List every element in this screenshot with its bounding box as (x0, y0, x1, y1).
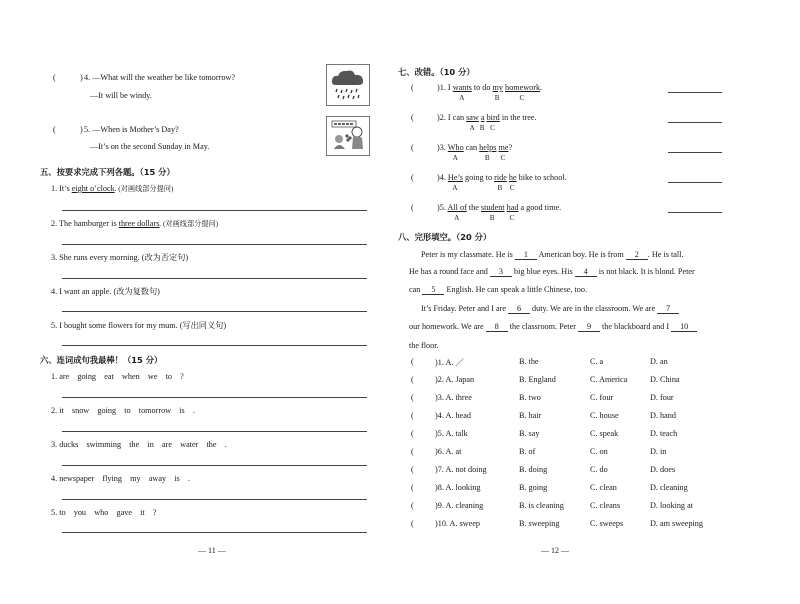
cloze-blank: 7 (657, 304, 679, 314)
sec7-letter-label: C (509, 214, 515, 222)
option-c: C. four (590, 393, 614, 402)
cloze-text: our homework. We are (409, 322, 486, 331)
section-5-title: 五、按要求完成下列各题。（15 分） (40, 167, 175, 177)
option-d: D. China (650, 375, 680, 384)
cloze-text: the blackboard and I (599, 322, 672, 331)
sec7-sentence (437, 83, 542, 92)
sec7-sentence (437, 173, 567, 182)
sec7-letter-label: B (497, 184, 503, 192)
sec7-number: )4. (437, 173, 448, 182)
answer-line (62, 345, 367, 346)
sec7-option-b: a (480, 113, 485, 122)
mothers-day-icon (326, 116, 370, 156)
sec7-sentence (437, 113, 537, 122)
answer-line (668, 212, 722, 213)
sec7-number: )1. I (437, 83, 453, 92)
option-b: B. say (519, 429, 540, 438)
section-8-title: 八、完形填空。（20 分） (398, 232, 492, 242)
answer-line (62, 431, 367, 432)
option-d: D. am sweeping (650, 519, 703, 528)
sec7-letter-label: B (479, 124, 485, 132)
option-paren: ( (411, 375, 414, 384)
sec7-letter-label: C (519, 94, 525, 102)
sec7-option-a: He’s (447, 173, 463, 182)
q4-paren-close: ) (80, 73, 83, 82)
sec7-text: the (466, 203, 481, 212)
option-number-a: )6. A. at (435, 447, 462, 456)
q5-paren-close: ) (80, 125, 83, 134)
option-paren: ( (411, 465, 414, 474)
sec5-item-3: 3. She runs every morning. (改为否定句) (51, 253, 189, 262)
sec7-letter-label: A (452, 154, 458, 162)
option-b: B. sweeping (519, 519, 560, 528)
option-d: D. hand (650, 411, 676, 420)
cloze-blank: 2 (626, 250, 648, 260)
option-b: B. of (519, 447, 536, 456)
cloze-blank: 8 (486, 322, 508, 332)
sec7-text: going to (462, 173, 495, 182)
option-d: D. does (650, 465, 676, 474)
cloze-text: American boy. He is from (536, 250, 626, 259)
option-paren: ( (411, 447, 414, 456)
sec5-item-1: 1. It’s eight o’clock. (对画线部分提问) (51, 184, 174, 193)
option-b: B. two (519, 393, 541, 402)
sec7-letter-label: B (484, 154, 490, 162)
cloze-blank: 3 (490, 267, 512, 277)
option-b: B. going (519, 483, 548, 492)
option-b: B. hair (519, 411, 542, 420)
q5-answer: —It’s on the second Sunday in May. (90, 142, 210, 151)
sec7-option-c: homework (505, 83, 541, 92)
q4-question: 4. —What will the weather be like tomorrow? (84, 73, 235, 82)
sec7-text: ? (508, 143, 513, 152)
sec7-option-c: had (506, 203, 519, 212)
option-paren: ( (411, 501, 414, 510)
sec7-letter-label: C (490, 124, 495, 132)
cloze-text: the classroom. Peter (507, 322, 578, 331)
q5-paren-open: ( (53, 125, 56, 134)
cloze-line (409, 322, 697, 332)
option-paren: ( (411, 483, 414, 492)
sec5-item-5: 5. I bought some flowers for my mum. (写出同义句) (51, 321, 227, 330)
cloze-blank: 10 (671, 322, 697, 332)
q4-paren-open: ( (53, 73, 56, 82)
sec7-number: )2. I can (437, 113, 467, 122)
sec7-number: )3. (437, 143, 448, 152)
answer-line (62, 244, 367, 245)
sec7-option-c: bird (486, 113, 500, 122)
option-number-a: )2. A. Japan (435, 375, 475, 384)
answer-line (62, 278, 367, 279)
answer-line (62, 499, 367, 500)
option-c: C. speak (590, 429, 619, 438)
sec7-option-b: ride (494, 173, 507, 182)
sec7-option-b: student (480, 203, 505, 212)
sec7-option-b: my (492, 83, 503, 92)
sec7-option-c: me (498, 143, 509, 152)
sec7-sentence (437, 203, 561, 212)
q4-answer: —It will be windy. (90, 91, 152, 100)
cloze-line (421, 250, 683, 260)
sec7-letter-label: B (494, 94, 500, 102)
cloze-text: English. He can speak a little Chinese, too. (444, 285, 587, 294)
sec7-letter-label: A (459, 94, 465, 102)
sec7-text: bike to school. (516, 173, 567, 182)
cloze-blank: 6 (508, 304, 530, 314)
sec7-option-a: All of (447, 203, 467, 212)
answer-line (668, 122, 722, 123)
cloze-text: the floor. (409, 341, 439, 350)
sec6-item-4: 4. newspaper flying my away is . (51, 474, 190, 483)
sec7-letter-label: A (454, 214, 460, 222)
sec5-item-4: 4. I want an apple. (改为复数句) (51, 287, 160, 296)
cloze-line (409, 285, 587, 295)
option-c: C. sweeps (590, 519, 624, 528)
option-d: D. four (650, 393, 674, 402)
option-c: C. a (590, 357, 604, 366)
sec7-paren: ( (411, 173, 414, 182)
sec7-number: )5. (437, 203, 448, 212)
answer-line (62, 311, 367, 312)
page-number-left: — 11 — (198, 546, 226, 555)
sec6-item-1: 1. are going eat when we to ? (51, 372, 184, 381)
option-b: B. England (519, 375, 556, 384)
sec7-letter-label: B (489, 214, 495, 222)
option-c: C. on (590, 447, 608, 456)
answer-line (668, 182, 722, 183)
option-number-a: )8. A. looking (435, 483, 481, 492)
cloze-blank: 1 (515, 250, 537, 260)
cloze-text: is not black. It is blond. Peter (596, 267, 695, 276)
option-number-a: )5. A. talk (435, 429, 468, 438)
sec7-letter-label: C (500, 154, 506, 162)
cloze-blank: 5 (422, 285, 444, 295)
sec7-option-c: he (508, 173, 517, 182)
option-d: D. an (650, 357, 668, 366)
answer-line (62, 532, 367, 533)
cloze-text: Peter is my classmate. He is (421, 250, 515, 259)
cloze-text: duty. We are in the classroom. We are (530, 304, 658, 313)
cloze-blank: 9 (578, 322, 600, 332)
sec7-paren: ( (411, 83, 414, 92)
sec7-text: to do (471, 83, 493, 92)
cloze-line (409, 267, 695, 277)
option-d: D. in (650, 447, 667, 456)
page-number-right: — 12 — (541, 546, 569, 555)
cloze-text: He has a round face and (409, 267, 490, 276)
sec7-text: in the tree. (499, 113, 537, 122)
option-number-a: )9. A. cleaning (435, 501, 484, 510)
sec7-letter-label: A (452, 184, 458, 192)
section-7-title: 七、改错。（10 分） (398, 67, 475, 77)
option-paren: ( (411, 357, 414, 366)
sec7-letter-label: C (509, 184, 515, 192)
option-number-a: )1. A. ／ (435, 358, 464, 367)
option-number-a: )3. A. three (435, 393, 472, 402)
option-b: B. doing (519, 465, 548, 474)
option-paren: ( (411, 519, 414, 528)
option-paren: ( (411, 429, 414, 438)
option-d: D. teach (650, 429, 678, 438)
sec7-option-a: saw (466, 113, 479, 122)
cloze-text: . He is tall. (647, 250, 684, 259)
sec7-letter-label: A (469, 124, 475, 132)
sec6-item-2: 2. it snow going to tomorrow is . (51, 406, 195, 415)
sec7-paren: ( (411, 203, 414, 212)
sec7-option-b: helps (479, 143, 497, 152)
sec7-option-a: wants (452, 83, 472, 92)
answer-line (668, 152, 722, 153)
cloze-text: It’s Friday. Peter and I are (421, 304, 508, 313)
cloze-text: can (409, 285, 423, 294)
answer-line (62, 210, 367, 211)
option-b: B. the (519, 357, 539, 366)
answer-line (62, 397, 367, 398)
option-c: C. cleans (590, 501, 621, 510)
sec7-text: a good time. (518, 203, 562, 212)
option-b: B. is cleaning (519, 501, 564, 510)
cloze-line (409, 341, 439, 350)
sec7-paren: ( (411, 113, 414, 122)
option-number-a: )10. A. sweep (435, 519, 481, 528)
option-c: C. America (590, 375, 628, 384)
cloze-blank: 4 (575, 267, 597, 277)
sec5-item-2: 2. The hamburger is three dollars. (对画线部分提问) (51, 219, 219, 228)
option-number-a: )7. A. not doing (435, 465, 487, 474)
sec6-item-5: 5. to you who gave it ? (51, 508, 157, 517)
option-d: D. cleaning (650, 483, 688, 492)
option-number-a: )4. A. head (435, 411, 471, 420)
sec6-item-3: 3. ducks swimming the in are water the . (51, 440, 227, 449)
answer-line (668, 92, 722, 93)
answer-line (62, 465, 367, 466)
option-d: D. looking at (650, 501, 693, 510)
cloze-line (421, 304, 679, 314)
option-paren: ( (411, 411, 414, 420)
sec7-option-a: Who (447, 143, 464, 152)
sec7-sentence (437, 143, 512, 152)
q5-question: 5. —When is Mother’s Day? (84, 125, 179, 134)
option-c: C. do (590, 465, 608, 474)
sec7-text: . (540, 83, 543, 92)
sec7-text: can (463, 143, 480, 152)
option-paren: ( (411, 393, 414, 402)
section-6-title: 六、连词成句我最棒！（15 分） (40, 355, 163, 365)
cloze-text: big blue eyes. His (511, 267, 575, 276)
option-c: C. house (590, 411, 619, 420)
rain-cloud-icon (326, 64, 370, 106)
option-c: C. clean (590, 483, 617, 492)
sec7-paren: ( (411, 143, 414, 152)
